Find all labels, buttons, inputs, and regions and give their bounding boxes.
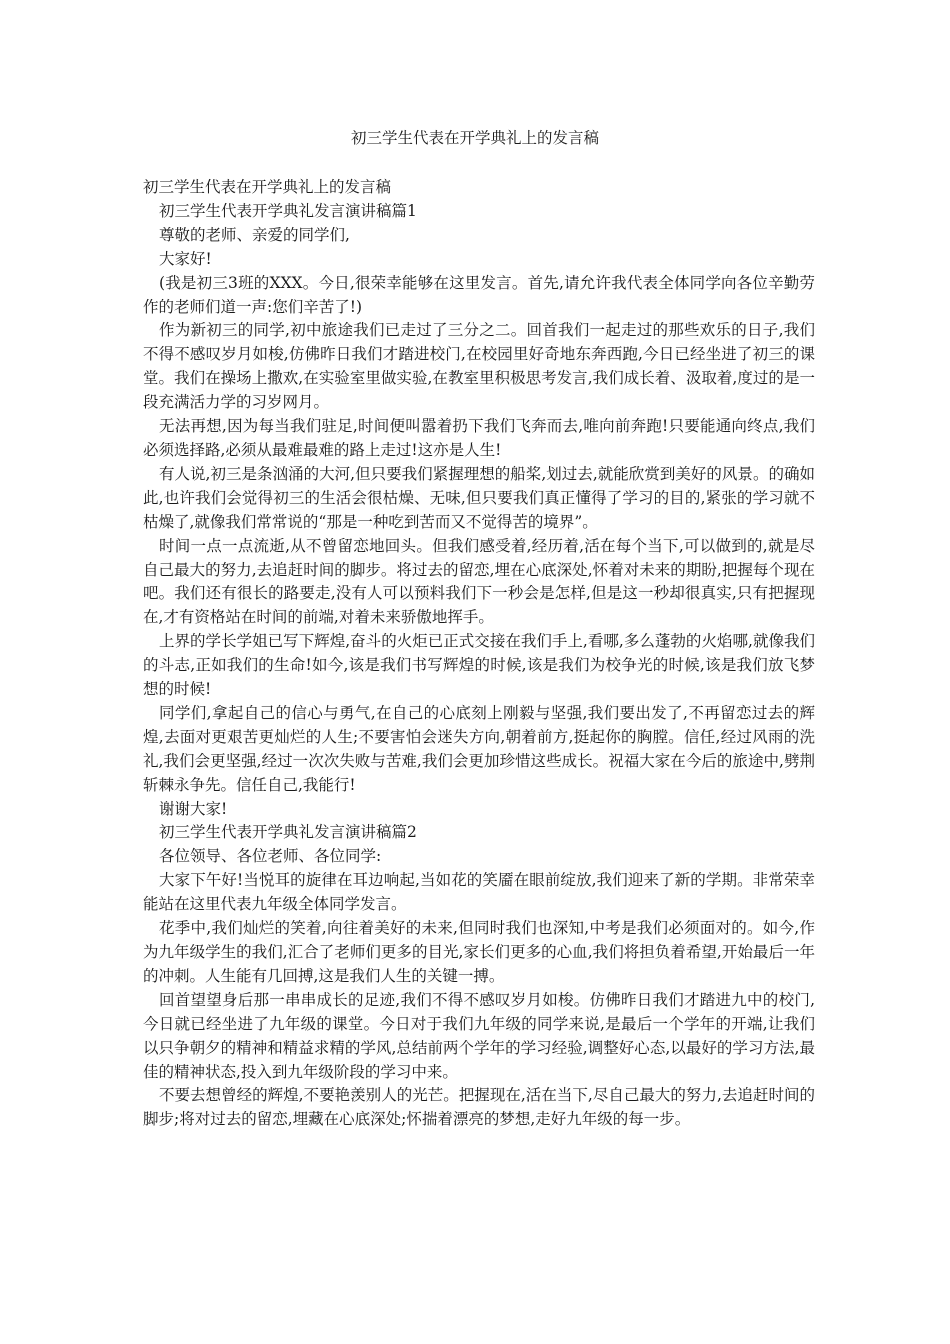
closing: 谢谢大家! xyxy=(159,799,228,818)
salutation: 尊敬的老师、亲爱的同学们, xyxy=(159,225,350,244)
paragraph: 不要去想曾经的辉煌,不要艳羡别人的光芒。把握现在,活在当下,尽自己最大的努力,去追赶时间的脚步;将对过去的留恋,埋藏在心底深处;怀揣着漂亮的梦想,走好九年级的每一步。 xyxy=(143,1086,815,1129)
paragraph: 大家下午好!当悦耳的旋律在耳边响起,当如花的笑靥在眼前绽放,我们迎来了新的学期。非常荣幸能站在这里代表九年级全体同学发言。 xyxy=(143,871,815,914)
salutation: 各位领导、各位老师、各位同学: xyxy=(159,847,382,866)
paragraph: (我是初三3班的XXX。今日,很荣幸能够在这里发言。首先,请允许我代表全体同学向各位辛勤劳作的老师们道一声:您们辛苦了!) xyxy=(143,273,815,316)
greeting: 大家好! xyxy=(159,249,212,268)
paragraph: 无法再想,因为每当我们驻足,时间便叫嚣着扔下我们飞奔而去,唯向前奔跑!只要能通向终点,我们必须选择路,必须从最难最难的路上走过!这亦是人生! xyxy=(143,417,815,459)
paragraph: 同学们,拿起自己的信心与勇气,在自己的心底刻上刚毅与坚强,我们要出发了,不再留恋过去的辉煌,去面对更艰苦更灿烂的人生;不要害怕会迷失方向,朝着前方,挺起你的胸膛。信任,经过风雨的洗礼,我们会更坚强,经过一次次失败与苦难,我们会更加珍惜这些成长。祝福大家在今后的旅途中,劈荆斩棘永争先。信任自己,我能行! xyxy=(143,703,815,794)
body-heading: 初三学生代表在开学典礼上的发言稿 xyxy=(143,178,392,196)
paragraph: 作为新初三的同学,初中旅途我们已走过了三分之二。回首我们一起走过的那些欢乐的日子,我们不得不感叹岁月如梭,仿佛昨日我们才踏进校门,在校园里好奇地东奔西跑,今日已经坐进了初三的课堂。我们在操场上撒欢,在实验室里做实验,在教室里积极思考发言,我们成长着、汲取着,度过的是一段充满活力学的习岁网月。 xyxy=(143,321,815,412)
paragraph: 时间一点一点流逝,从不曾留恋地回头。但我们感受着,经历着,活在每个当下,可以做到的,就是尽自己最大的努力,去追赶时间的脚步。将过去的留恋,埋在心底深处,怀着对未来的期盼,把握每个现在吧。我们还有很长的路要走,没有人可以预料我们下一秒会是怎样,但是这一秒却很真实,只有把握现在,才有资格站在时间的前端,对着未来骄傲地挥手。 xyxy=(143,536,815,627)
document-body xyxy=(143,176,815,1132)
paragraph: 有人说,初三是条汹涌的大河,但只要我们紧握理想的船桨,划过去,就能欣赏到美好的风景。的确如此,也许我们会觉得初三的生活会很枯燥、无味,但只要我们真正懂得了学习的目的,紧张的学习就不枯燥了,就像我们常常说的“那是一种吃到苦而又不觉得苦的境界”。 xyxy=(143,464,815,531)
paragraph: 上界的学长学姐已写下辉煌,奋斗的火炬已正式交接在我们手上,看哪,多么蓬勃的火焰哪,就像我们的斗志,正如我们的生命!如今,该是我们书写辉煌的时候,该是我们为校争光的时候,该是我们放飞梦想的时候! xyxy=(143,632,815,699)
document-title: 初三学生代表在开学典礼上的发言稿 xyxy=(350,129,599,147)
paragraph: 回首望望身后那一串串成长的足迹,我们不得不感叹岁月如梭。仿佛昨日我们才踏进九中的校门,今日就已经坐进了九年级的课堂。今日对于我们九年级的同学来说,是最后一个学年的开端,让我们以只争朝夕的精神和精益求精的学风,总结前两个学年的学习经验,调整好心态,以最好的学习方法,最佳的精神状态,投入到九年级阶段的学习中来。 xyxy=(143,990,815,1081)
section-heading-2: 初三学生代表开学典礼发言演讲稿篇2 xyxy=(159,823,417,842)
paragraph: 花季中,我们灿烂的笑着,向往着美好的未来,但同时我们也深知,中考是我们必须面对的。如今,作为九年级学生的我们,汇合了老师们更多的目光,家长们更多的心血,我们将担负着希望,开始最后一年的冲刺。人生能有几回搏,这是我们人生的关键一搏。 xyxy=(143,919,815,985)
section-heading-1: 初三学生代表开学典礼发言演讲稿篇1 xyxy=(159,201,417,220)
